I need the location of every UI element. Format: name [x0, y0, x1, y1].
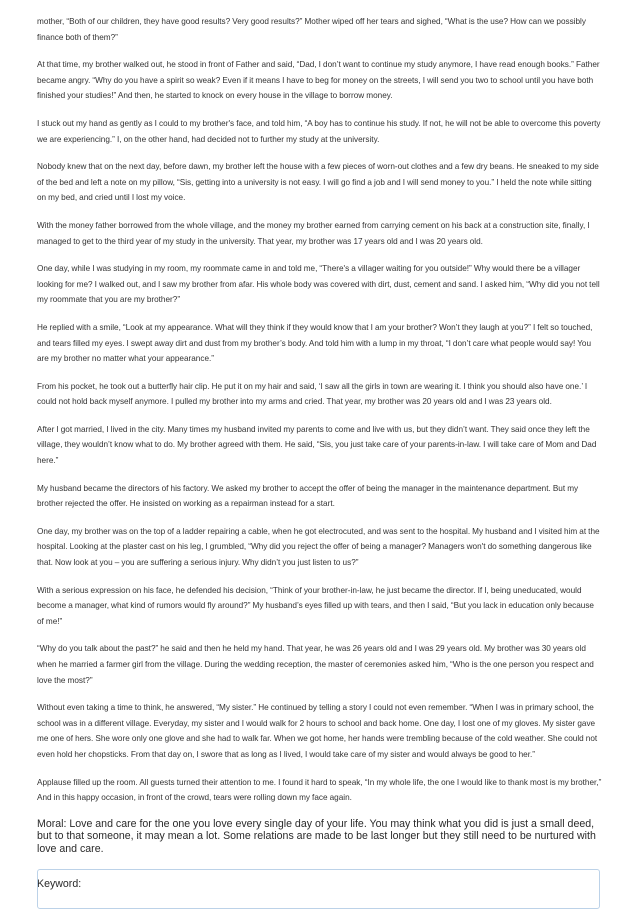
paragraph-10: My husband became the directors of his factory. We asked my brother to accept the offer of being the manager in the maintenance department. But my brother rejected the offer. He insisted on working as a repairman instead for a start.: [37, 483, 579, 509]
paragraph-15: Applause filled up the room. All guests turned their attention to me. I found it hard to speak, “In my whole life, the one I would like to thank most is my brother,” And in this happy occasion, in front of the crowd, tears were rolling down my face again.: [37, 777, 602, 803]
paragraph-11: One day, my brother was on the top of a ladder repairing a cable, when he got electrocuted, and was sent to the hospital. My husband and I visited him at the hospital. Looking at the plaster cast on his leg, I grumbled, “Why did you reject the offer of being a manager? Managers won't do something dangerous like that. Now look at you – you are suffering a serious injury. Why didn’t you just listen to us?”: [37, 526, 600, 568]
paragraph-4: Nobody knew that on the next day, before dawn, my brother left the house with a few pieces of worn-out clothes and a few dry beans. He sneaked to my side of the bed and left a note on my pillow, “Sis, getting into a university is not easy. I will go find a job and I will send money to you.” I held the note while sitting on my bed, and cried until I lost my voice.: [37, 162, 599, 203]
paragraph-9: After I got married, I lived in the city. Many times my husband invited my parents to come and live with us, but they didn’t want. They said once they left the village, they wouldn’t know what to do. My brother agreed with them. He said, “Sis, you just take care of your parents-in-law. I will take care of Mom and Dad here.”: [37, 424, 597, 466]
paragraph-1: mother, “Both of our children, they have good results? Very good results?” Mother wiped off her tears and sighed, “What is the use? How can we possibly finance both of them?”: [37, 17, 586, 42]
document-body: [37, 14, 602, 891]
paragraph-13: “Why do you talk about the past?” he said and then he held my hand. That year, he was 26 years old and I was 29 years old. My brother was 30 years old when he married a farmer girl from the village. During the wedding reception, the master of ceremonies asked him, “Who is the one person you respect and love the most?”: [37, 644, 594, 685]
keyword-box: [37, 869, 600, 909]
keyword-label: Keyword:: [37, 877, 82, 890]
paragraph-8: From his pocket, he took out a butterfly hair clip. He put it on my hair and said, ‘I saw all the girls in town are wearing it. I think you should also have one.’ I could not hold back myself anymore. I pulled my brother into my arms and cried. That year, my brother was 20 years old and I was 23 years old.: [37, 381, 588, 407]
paragraph-14: Without even taking a time to think, he answered, “My sister.” He continued by telling a story I could not even remember. “When I was in primary school, the school was in a different village. Everyday, my sister and I would walk for 2 hours to school and back home. One day, I lost one of my gloves. My sister gave me one of hers. She wore only one glove and she had to walk far. When we got home, her hands were trembling because of the cold weather. She could not even hold her chopsticks. From that day on, I swore that as long as I lived, I would take care of my sister and would always be good to her.”: [37, 703, 598, 759]
moral-text: Moral: Love and care for the one you love every single day of your life. You may think what you did is just a small deed, but to that someone, it may mean a lot. Some relations are made to be last longer but they still need to be nurtured with love and care.: [37, 817, 596, 855]
paragraph-3: I stuck out my hand as gently as I could to my brother's face, and told him, “A boy has to continue his study. If not, he will not be able to overcome this poverty we are experiencing.” I, on the other hand, had decided not to further my study at the university.: [37, 118, 601, 144]
paragraph-7: He replied with a smile, “Look at my appearance. What will they think if they would know that I am your brother? Won’t they laugh at you?” I felt so touched, and tears filled my eyes. I swept away dirt and dust from my brother’s body. And told him with a lump in my throat, “I don’t care what people would say! You are my brother no matter what your appearance.”: [37, 322, 593, 364]
paragraph-6: One day, while I was studying in my room, my roommate came in and told me, “There's a villager waiting for you outside!” Why would there be a villager looking for me? I walked out, and I saw my brother from afar. His whole body was covered with dirt, dust, cement and sand. I asked him, “Why did you not tell my roommate that you are my brother?”: [37, 264, 600, 305]
paragraph-12: With a serious expression on his face, he defended his decision, “Think of your brother-in-law, he just became the director. If I, being uneducated, would become a manager, what kind of rumors would fly around?” My husband’s eyes filled up with tears, and then I said, “But you lack in education only because of me!”: [37, 585, 594, 626]
paragraph-2: At that time, my brother walked out, he stood in front of Father and said, “Dad, I don’t want to continue my study anymore, I have read enough books.” Father became angry. “Why do you have a spirit so weak? Even if it means I have to beg for money on the streets, I will send you two to school until you have both finished your studies!” And then, he started to knock on every house in the village to borrow money.: [37, 60, 600, 101]
paragraph-5: With the money father borrowed from the whole village, and the money my brother earned from carrying cement on his back at a construction site, finally, I managed to get to the third year of my study in the university. That year, my brother was 17 years old and I was 20 years old.: [37, 220, 590, 246]
